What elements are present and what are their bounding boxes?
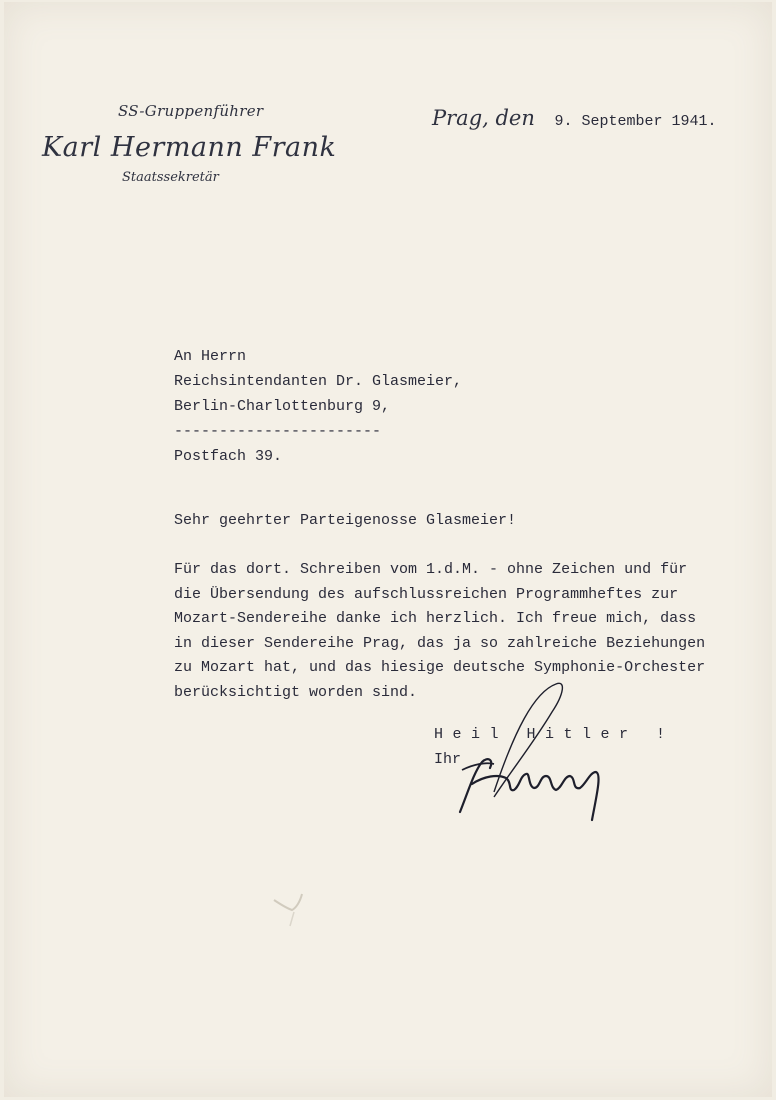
address-postbox: Postfach 39.: [174, 448, 283, 465]
closing-greeting: Heil Hitler !: [434, 726, 675, 743]
address-separator: -----------------------: [174, 423, 382, 440]
letterhead-name: Karl Hermann Frank: [42, 132, 337, 163]
dateline-place: Prag, den: [432, 106, 535, 130]
body-line: zu Mozart hat, und das hiesige deutsche Symphonie-Orchester: [174, 659, 706, 676]
letter-paper: [4, 2, 772, 1097]
dateline: [432, 106, 717, 130]
body-line: in dieser Sendereihe Prag, das ja so zahlreiche Beziehungen: [174, 634, 706, 652]
recipient-address: [174, 344, 462, 469]
letterhead-rank: SS-Gruppenführer: [118, 102, 264, 120]
paper-smudge: [266, 882, 316, 932]
closing-ihr: Ihr: [434, 751, 462, 768]
body-line: Mozart-Sendereihe danke ich herzlich. Ich freue mich, dass: [174, 610, 697, 627]
address-line: Berlin-Charlottenburg 9,: [174, 398, 391, 415]
address-line: An Herrn: [174, 348, 247, 365]
body-line: die Übersendung des aufschlussreichen Programmheftes zur: [174, 585, 679, 603]
letterhead-title: Staatssekretär: [122, 170, 219, 185]
body-line: Für das dort. Schreiben vom 1.d.M. - ohne Zeichen und für: [174, 561, 688, 578]
body-line: berücksichtigt worden sind.: [174, 683, 418, 701]
salutation: Sehr geehrter Parteigenosse Glasmeier!: [174, 512, 517, 529]
address-line: Reichsintendanten Dr. Glasmeier,: [174, 373, 463, 390]
dateline-date: 9. September 1941.: [554, 113, 717, 130]
handwritten-signature: [454, 672, 654, 832]
